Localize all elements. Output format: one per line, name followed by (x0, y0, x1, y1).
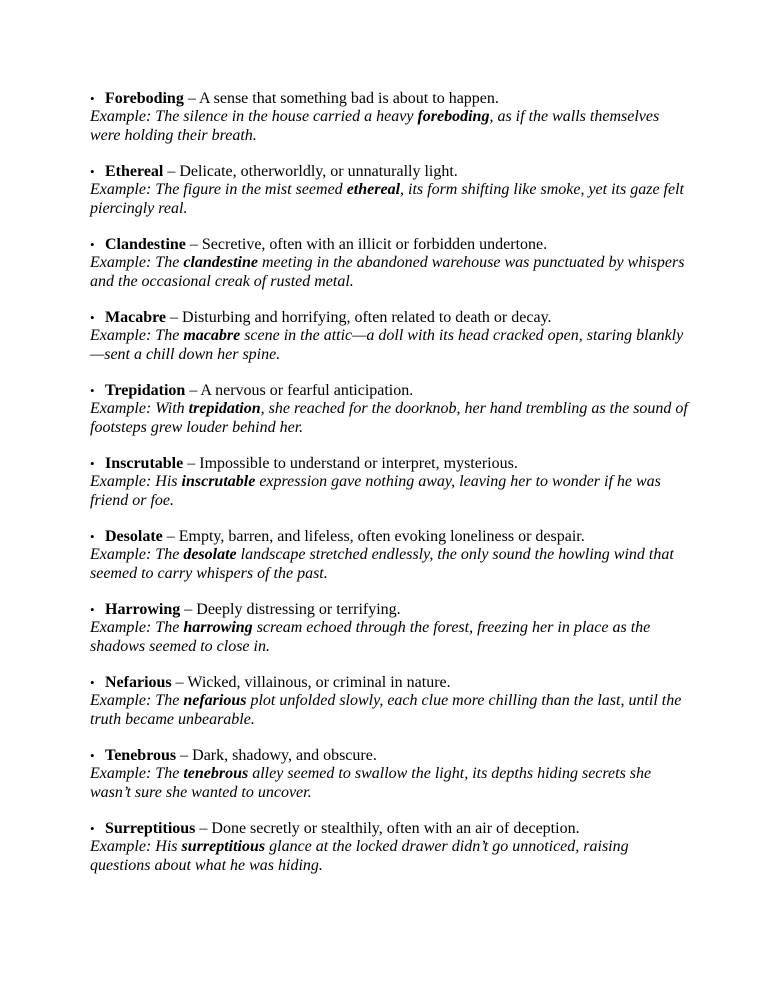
term: Desolate (105, 528, 163, 545)
definition: – A nervous or fearful anticipation. (185, 382, 414, 399)
example-sentence (90, 400, 690, 437)
term-line (90, 90, 690, 108)
example-prefix: Example: The (90, 254, 184, 271)
bullet-icon: • (90, 675, 95, 690)
definition: – Dark, shadowy, and obscure. (176, 747, 377, 764)
term-line (90, 163, 690, 181)
example-term: foreboding (417, 108, 490, 125)
example-term: trepidation (188, 400, 261, 417)
example-suffix: meeting in the abandoned warehouse was punctuated by whispers and the occasional creak of rusted metal. (90, 254, 685, 290)
term-line (90, 528, 690, 546)
term: Foreboding (105, 90, 184, 107)
example-term: desolate (183, 546, 237, 563)
term: Surreptitious (105, 820, 196, 837)
term: Clandestine (105, 236, 186, 253)
term: Trepidation (105, 382, 186, 399)
example-prefix: Example: With (90, 400, 189, 417)
example-suffix: , as if the walls themselves were holding their breath. (90, 108, 660, 144)
example-prefix: Example: His (90, 473, 182, 490)
definition: – Empty, barren, and lifeless, often evoking loneliness or despair. (162, 528, 585, 545)
example-sentence (90, 692, 690, 729)
vocab-entry-foreboding (90, 90, 690, 145)
definition: – A sense that something bad is about to happen. (183, 90, 499, 107)
example-term: ethereal (346, 181, 401, 198)
vocab-entry-nefarious (90, 674, 690, 729)
bullet-icon: • (90, 748, 95, 763)
example-term: surreptitious (181, 838, 266, 855)
example-prefix: Example: The (90, 692, 184, 709)
example-suffix: scene in the attic—a doll with its head cracked open, staring blankly—sent a chill down her spine. (90, 327, 684, 363)
example-suffix: landscape stretched endlessly, the only sound the howling wind that seemed to carry whispers of the past. (90, 546, 674, 582)
example-sentence (90, 765, 690, 802)
term: Harrowing (105, 601, 181, 618)
bullet-icon: • (90, 456, 95, 471)
example-prefix: Example: The figure in the mist seemed (90, 181, 347, 198)
example-term: inscrutable (181, 473, 256, 490)
example-term: harrowing (183, 619, 253, 636)
vocab-entry-inscrutable (90, 455, 690, 510)
term-line (90, 674, 690, 692)
example-sentence (90, 619, 690, 656)
example-suffix: glance at the locked drawer didn’t go unnoticed, raising questions about what he was hiding. (90, 838, 629, 874)
example-suffix: , she reached for the doorknob, her hand trembling as the sound of footsteps grew louder behind her. (90, 400, 688, 436)
example-term: nefarious (183, 692, 247, 709)
definition: – Wicked, villainous, or criminal in nature. (171, 674, 451, 691)
definition: – Done secretly or stealthily, often with an air of deception. (195, 820, 580, 837)
example-suffix: plot unfolded slowly, each clue more chilling than the last, until the truth became unbearable. (90, 692, 682, 728)
bullet-icon: • (90, 383, 95, 398)
example-suffix: alley seemed to swallow the light, its depths hiding secrets she wasn’t sure she wanted to uncover. (90, 765, 652, 801)
term: Inscrutable (105, 455, 184, 472)
term: Ethereal (105, 163, 164, 180)
example-prefix: Example: The (90, 546, 184, 563)
term-line (90, 747, 690, 765)
bullet-icon: • (90, 529, 95, 544)
vocab-entry-surreptitious (90, 820, 690, 875)
term-line (90, 382, 690, 400)
vocab-entry-trepidation (90, 382, 690, 437)
example-prefix: Example: The (90, 765, 184, 782)
example-sentence (90, 327, 690, 364)
definition: – Disturbing and horrifying, often related to death or decay. (166, 309, 552, 326)
bullet-icon: • (90, 821, 95, 836)
term-line (90, 455, 690, 473)
vocab-entry-clandestine (90, 236, 690, 291)
example-sentence (90, 108, 690, 145)
example-prefix: Example: His (90, 838, 182, 855)
term-line (90, 236, 690, 254)
bullet-icon: • (90, 237, 95, 252)
example-sentence (90, 254, 690, 291)
example-term: macabre (183, 327, 241, 344)
example-sentence (90, 181, 690, 218)
vocab-entry-macabre (90, 309, 690, 364)
bullet-icon: • (90, 310, 95, 325)
vocab-entry-ethereal (90, 163, 690, 218)
example-prefix: Example: The (90, 327, 184, 344)
term: Nefarious (105, 674, 172, 691)
definition: – Secretive, often with an illicit or forbidden undertone. (185, 236, 548, 253)
example-sentence (90, 838, 690, 875)
example-suffix: expression gave nothing away, leaving her to wonder if he was friend or foe. (90, 473, 661, 509)
vocabulary-document (90, 90, 690, 893)
example-suffix: , its form shifting like smoke, yet its gaze felt piercingly real. (90, 181, 684, 217)
example-term: tenebrous (183, 765, 249, 782)
bullet-icon: • (90, 91, 95, 106)
vocab-entry-tenebrous (90, 747, 690, 802)
example-sentence (90, 546, 690, 583)
term: Tenebrous (105, 747, 177, 764)
term-line (90, 309, 690, 327)
definition: – Delicate, otherworldly, or unnaturally light. (163, 163, 458, 180)
bullet-icon: • (90, 602, 95, 617)
vocab-entry-harrowing (90, 601, 690, 656)
example-prefix: Example: The silence in the house carried a heavy (90, 108, 418, 125)
example-sentence (90, 473, 690, 510)
example-prefix: Example: The (90, 619, 184, 636)
term-line (90, 601, 690, 619)
bullet-icon: • (90, 164, 95, 179)
definition: – Impossible to understand or interpret, mysterious. (183, 455, 518, 472)
term-line (90, 820, 690, 838)
example-suffix: scream echoed through the forest, freezing her in place as the shadows seemed to close in. (90, 619, 651, 655)
example-term: clandestine (183, 254, 258, 271)
vocab-entry-desolate (90, 528, 690, 583)
term: Macabre (105, 309, 167, 326)
definition: – Deeply distressing or terrifying. (180, 601, 401, 618)
